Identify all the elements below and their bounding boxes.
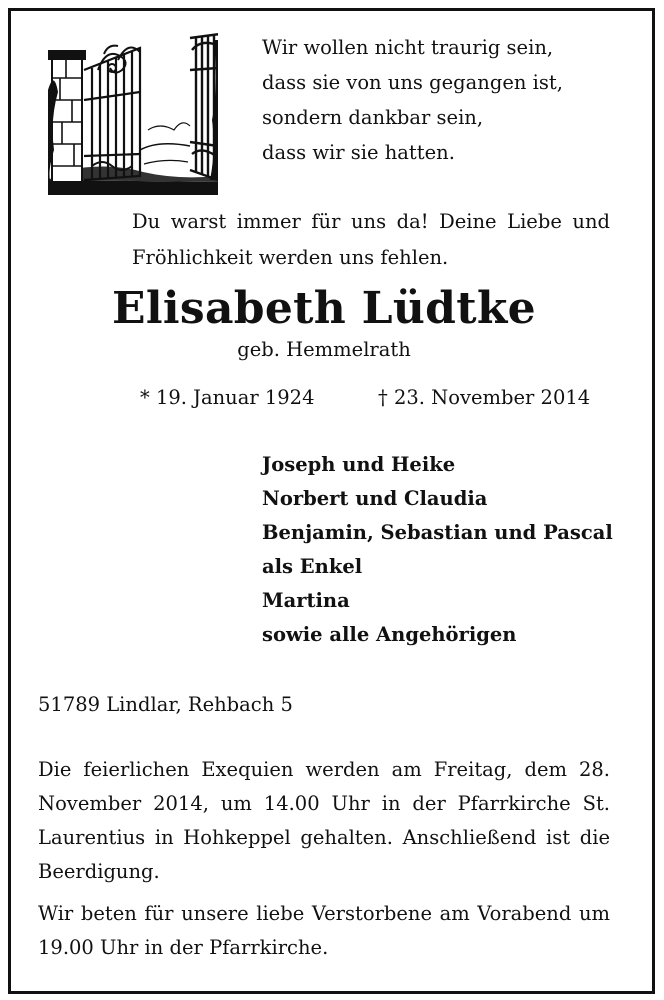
poem-line: Wir wollen nicht traurig sein,	[262, 36, 554, 59]
mourner-line: sowie alle Angehörigen	[262, 623, 517, 646]
birth-date: * 19. Januar 1924	[140, 386, 315, 409]
mourners-list	[262, 448, 613, 652]
mourner-line: als Enkel	[262, 555, 363, 578]
funeral-text: Die feierlichen Exequien werden am Freitag, dem 28. November 2014, um 14.00 Uhr in der Pfarrkirche St. Laurentius in Hohkeppel gehalten. Anschließend ist die Beerdigung.	[38, 758, 610, 883]
mourner-line: Martina	[262, 589, 350, 612]
poem-line: dass wir sie hatten.	[262, 141, 455, 164]
mourner-line: Benjamin, Sebastian und Pascal	[262, 521, 613, 544]
mourner-line: Joseph und Heike	[262, 453, 456, 476]
mourner-line: Norbert und Claudia	[262, 487, 488, 510]
address: 51789 Lindlar, Rehbach 5	[38, 693, 293, 716]
poem-line: dass sie von uns gegangen ist,	[262, 71, 563, 94]
poem-line: sondern dankbar sein,	[262, 106, 484, 129]
poem	[262, 30, 563, 170]
open-garden-gate-icon	[48, 30, 218, 195]
prayer-text: Wir beten für unsere liebe Verstorbene am Vorabend um 19.00 Uhr in der Pfarrkirche.	[38, 902, 610, 959]
death-date: † 23. November 2014	[378, 386, 591, 409]
intro-text: Du warst immer für uns da! Deine Liebe und Fröhlichkeit werden uns fehlen.	[132, 210, 610, 269]
maiden-name: geb. Hemmelrath	[237, 338, 411, 361]
deceased-name: Elisabeth Lüdtke	[112, 283, 536, 334]
